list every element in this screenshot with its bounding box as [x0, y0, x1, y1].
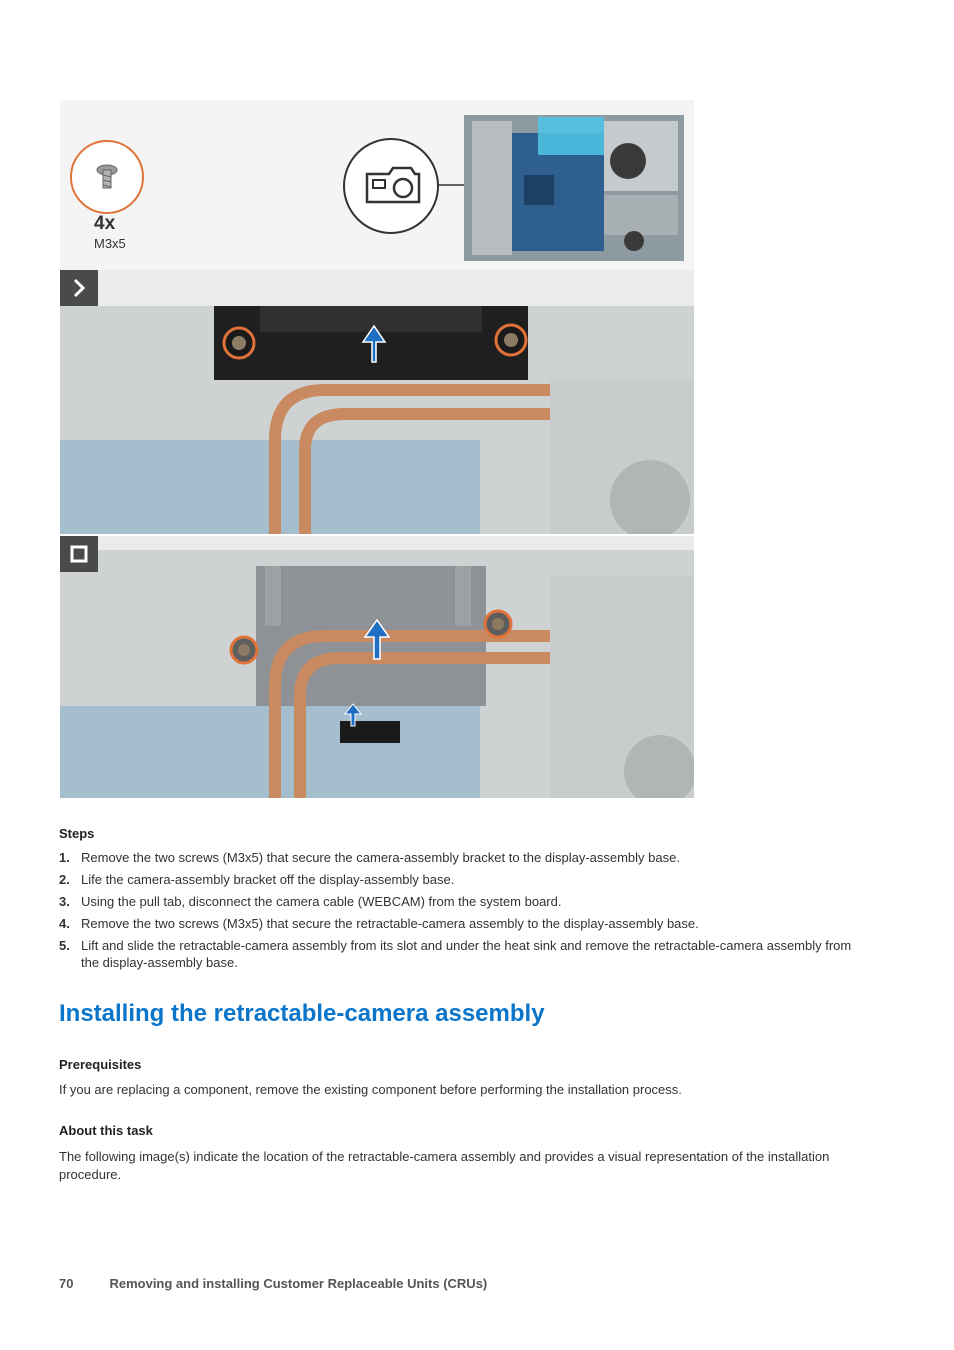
figure-header-panel: [60, 100, 694, 270]
step-item: 2. Life the camera-assembly bracket off the display-assembly base.: [59, 872, 455, 887]
about-task-text: The following image(s) indicate the location of the retractable-camera assembly and provides a visual representation of the installation procedure.: [59, 1149, 830, 1182]
page-number: 70: [59, 1276, 74, 1291]
chapter-title: Removing and installing Customer Replaceable Units (CRUs): [109, 1276, 488, 1291]
step-item: 3. Using the pull tab, disconnect the camera cable (WEBCAM) from the system board.: [59, 894, 562, 909]
step-badge-stop: [60, 536, 98, 572]
square-stop-icon: [60, 536, 98, 572]
prerequisites-heading: Prerequisites: [59, 1057, 142, 1072]
step-item: 1. Remove the two screws (M3x5) that secure the camera-assembly bracket to the display-assembly base.: [59, 850, 680, 865]
section-title: Installing the retractable-camera assembly: [59, 1000, 545, 1027]
screw-icon: [72, 142, 142, 212]
screw-callout: [70, 140, 144, 214]
screw-size: M3x5: [94, 236, 126, 251]
prerequisites-text: If you are replacing a component, remove the existing component before performing the installation process.: [59, 1082, 682, 1097]
steps-list: [59, 849, 869, 976]
camera-callout: [343, 138, 439, 234]
screw-count: 4x: [94, 213, 116, 234]
chevron-right-icon: [60, 270, 98, 306]
step-panel-bracket: [60, 270, 694, 534]
step-badge-next: [60, 270, 98, 306]
system-board-thumbnail: [464, 115, 684, 261]
procedure-figure: [60, 100, 694, 798]
about-task-heading: About this task: [59, 1123, 153, 1138]
camera-icon: [345, 140, 437, 232]
page-footer: [59, 1276, 487, 1291]
step-item: 5. Lift and slide the retractable-camera assembly from its slot and under the heat sink and remove the retractable-camera assembly from the display-assembly base.: [59, 938, 852, 970]
steps-heading: Steps: [59, 826, 95, 841]
step-panel-camera-assembly: [60, 536, 694, 798]
step-item: 4. Remove the two screws (M3x5) that secure the retractable-camera assembly to the display-assembly base.: [59, 916, 699, 931]
